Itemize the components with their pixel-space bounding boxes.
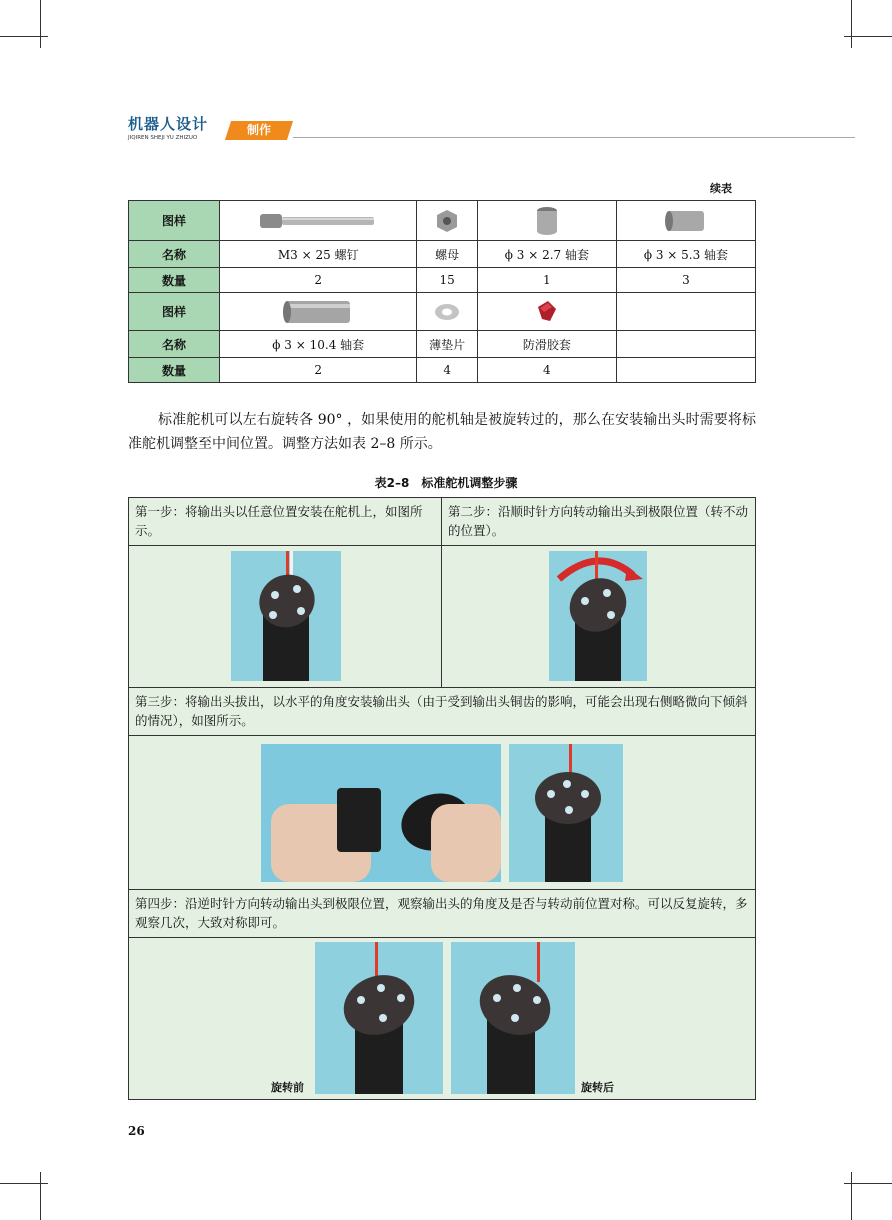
horn-hole <box>603 589 611 597</box>
part-qty: 2 <box>220 268 417 293</box>
horn-hole <box>607 611 615 619</box>
part-name: 螺母 <box>417 241 477 268</box>
step3-text: 第三步：将输出头拔出，以水平的角度安装输出头（由于受到输出头铜齿的影响，可能会出现右侧略微向下倾斜的情况），如图所示。 <box>135 694 748 728</box>
table-row <box>129 331 756 358</box>
crop-mark <box>0 36 48 37</box>
horn-hole <box>293 585 301 593</box>
horn-hole <box>533 996 541 1004</box>
step-row-text <box>129 890 755 938</box>
table-row <box>129 268 756 293</box>
horn-hole <box>397 994 405 1002</box>
part-qty: 2 <box>220 358 417 383</box>
part-name: ϕ 3 × 5.3 轴套 <box>616 241 755 268</box>
horn-hole <box>563 780 571 788</box>
body-paragraph: 标准舵机可以左右旋转各 90° ，如果使用的舵机轴是被旋转过的，那么在安装输出头时需要将标准舵机调整至中间位置。调整方法如表 2–8 所示。 <box>128 412 756 452</box>
part-image-washer <box>417 293 477 331</box>
servo-body <box>337 788 381 852</box>
crop-mark <box>40 1172 41 1220</box>
part-image-sleeve-medium <box>616 201 755 241</box>
servo-wire <box>569 744 572 774</box>
row-label-qty: 数量 <box>129 358 220 383</box>
step-row-text <box>129 688 755 736</box>
part-image-sleeve-long <box>220 293 417 331</box>
horn-hole <box>269 611 277 619</box>
book-title: 机器人设计 <box>128 115 209 133</box>
crop-mark <box>844 36 892 37</box>
part-name: M3 × 25 螺钉 <box>220 241 417 268</box>
hand-right <box>431 804 501 882</box>
servo-photo-after <box>451 942 575 1094</box>
header-banner <box>225 121 293 140</box>
steps-table <box>128 497 756 1100</box>
horn-hole <box>581 790 589 798</box>
part-name: 防滑胶套 <box>477 331 616 358</box>
step-row-images <box>129 938 755 1099</box>
part-qty: 1 <box>477 268 616 293</box>
part-qty: 3 <box>616 268 755 293</box>
table-row <box>129 293 756 331</box>
row-label-image: 图样 <box>129 293 220 331</box>
part-qty: 15 <box>417 268 477 293</box>
servo-wire <box>537 942 540 982</box>
crop-mark <box>844 1183 892 1184</box>
horn-hole <box>377 984 385 992</box>
step1-text: 第一步：将输出头以任意位置安装在舵机上，如图所示。 <box>135 504 423 538</box>
horn-hole <box>357 996 365 1004</box>
empty-cell <box>616 331 755 358</box>
running-header <box>128 113 855 147</box>
servo-photo-step1 <box>231 551 341 681</box>
horn-hole <box>297 607 305 615</box>
continued-label: 续表 <box>710 182 732 195</box>
part-qty: 4 <box>477 358 616 383</box>
table-row <box>129 201 756 241</box>
step-row-images <box>129 736 755 890</box>
empty-cell <box>616 358 755 383</box>
servo-wire <box>595 551 598 579</box>
parts-table <box>128 200 756 383</box>
part-name: ϕ 3 × 10.4 轴套 <box>220 331 417 358</box>
part-image-nut <box>417 201 477 241</box>
table-caption: 表2–8 标准舵机调整步骤 <box>374 476 518 490</box>
horn-hole <box>565 806 573 814</box>
table-row <box>129 241 756 268</box>
step-row-images <box>129 546 755 688</box>
servo-photo-step2 <box>549 551 647 681</box>
row-label-name: 名称 <box>129 241 220 268</box>
horn-hole <box>511 1014 519 1022</box>
book-subtitle: JIQIREN SHEJI YU ZHIZUO <box>128 135 198 141</box>
row-label-name: 名称 <box>129 331 220 358</box>
part-image-rubber-cap <box>477 293 616 331</box>
part-name: 薄垫片 <box>417 331 477 358</box>
label-before: 旋转前 <box>271 1081 304 1094</box>
horn-hole <box>271 591 279 599</box>
part-name: ϕ 3 × 2.7 轴套 <box>477 241 616 268</box>
step-row-text <box>129 498 755 546</box>
hands-photo-step3 <box>261 744 501 882</box>
empty-cell <box>616 293 755 331</box>
part-qty: 4 <box>417 358 477 383</box>
horn-hole <box>493 994 501 1002</box>
row-label-qty: 数量 <box>129 268 220 293</box>
crop-mark <box>40 0 41 48</box>
horn-hole <box>513 984 521 992</box>
page-number: 26 <box>128 1124 145 1138</box>
servo-photo-before <box>315 942 443 1094</box>
step2-text: 第二步：沿顺时针方向转动输出头到极限位置（转不动的位置）。 <box>448 504 749 538</box>
servo-horn <box>335 965 422 1044</box>
crop-mark <box>851 0 852 48</box>
servo-horn <box>471 965 558 1044</box>
horn-hole <box>379 1014 387 1022</box>
servo-wire <box>375 942 378 976</box>
horn-hole <box>581 597 589 605</box>
part-image-screw <box>220 201 417 241</box>
header-banner-text: 制作 <box>246 123 271 137</box>
row-label-image: 图样 <box>129 201 220 241</box>
servo-horn <box>251 566 324 637</box>
table-row <box>129 358 756 383</box>
servo-photo-step3 <box>509 744 623 882</box>
crop-mark <box>0 1183 48 1184</box>
header-rule <box>293 137 855 138</box>
step4-text: 第四步：沿逆时针方向转动输出头到极限位置，观察输出头的角度及是否与转动前位置对称。可以反复旋转，多观察几次，大致对称即可。 <box>135 896 748 930</box>
horn-hole <box>547 790 555 798</box>
label-after: 旋转后 <box>581 1081 614 1094</box>
crop-mark <box>851 1172 852 1220</box>
part-image-sleeve-short <box>477 201 616 241</box>
